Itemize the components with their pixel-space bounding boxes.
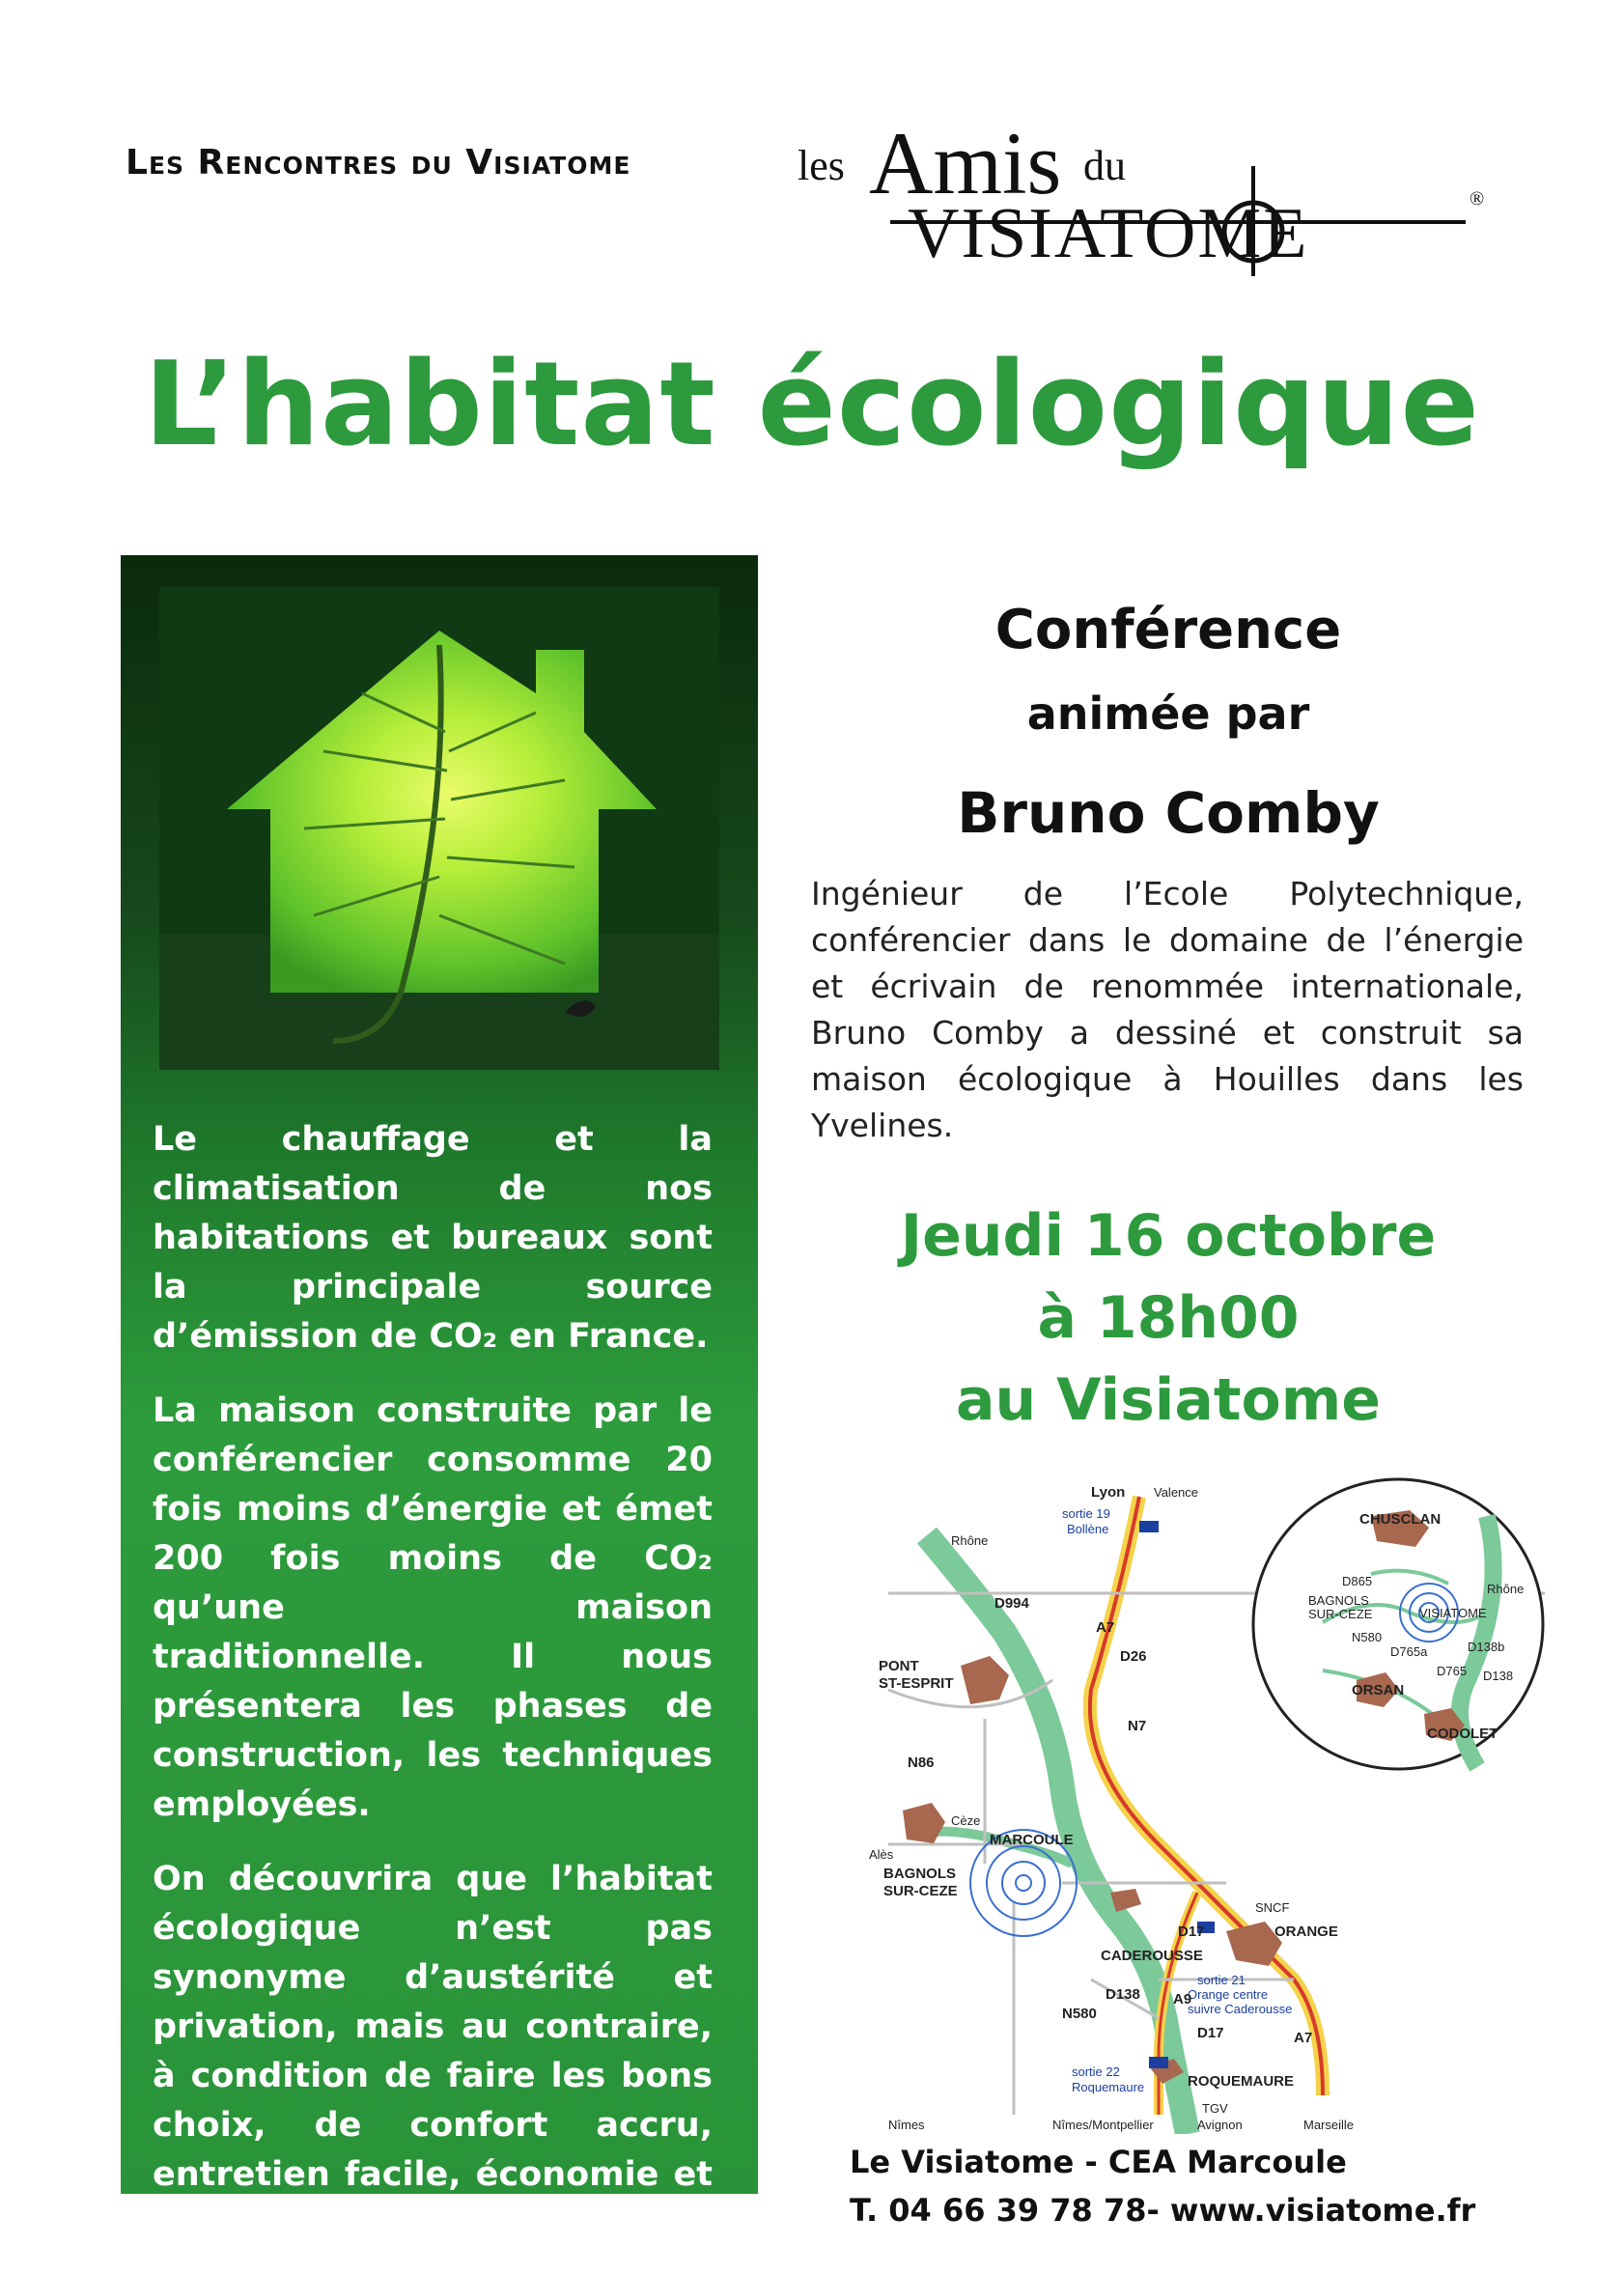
svg-text:N580: N580 — [1062, 2006, 1097, 2022]
svg-text:ORANGE: ORANGE — [1274, 1923, 1338, 1940]
svg-text:D765: D765 — [1437, 1664, 1468, 1678]
svg-text:sortie 19: sortie 19 — [1062, 1506, 1110, 1521]
event-date: Jeudi 16 octobre — [900, 1202, 1437, 1270]
svg-text:A7: A7 — [1294, 2030, 1313, 2046]
svg-text:sortie 22: sortie 22 — [1072, 2064, 1120, 2079]
series-title: Les Rencontres du Visiatome — [126, 143, 631, 182]
svg-text:ROQUEMAURE: ROQUEMAURE — [1188, 2073, 1295, 2090]
speaker-bio: Ingénieur de l’Ecole Polytechnique, conférencier dans le domaine de l’énergie et écrivain de renommée internationale, Bruno Comby a dessiné et construit sa maison écologique à Houilles dans les Yvelines. — [811, 875, 1524, 1144]
svg-text:D26: D26 — [1120, 1648, 1147, 1665]
speaker-name: Bruno Comby — [957, 780, 1380, 846]
svg-text:D138: D138 — [1106, 1986, 1140, 2003]
event-place: au Visiatome — [956, 1366, 1381, 1434]
svg-text:Rhône: Rhône — [1487, 1582, 1525, 1596]
svg-text:D994: D994 — [994, 1595, 1029, 1612]
leaf-house-image — [159, 587, 719, 1070]
svg-text:D17: D17 — [1197, 2025, 1224, 2041]
svg-text:PONT: PONT — [879, 1658, 919, 1674]
svg-text:N7: N7 — [1128, 1718, 1147, 1734]
logo-registered: ® — [1470, 188, 1485, 210]
svg-text:D138: D138 — [1483, 1669, 1514, 1683]
svg-text:D17: D17 — [1178, 1923, 1205, 1940]
logo-du: du — [1083, 142, 1126, 189]
svg-text:VISIATOME: VISIATOME — [1419, 1606, 1487, 1620]
svg-text:Lyon: Lyon — [1091, 1484, 1126, 1501]
svg-text:CHUSCLAN: CHUSCLAN — [1359, 1511, 1442, 1528]
panel-paragraph-1: Le chauffage et la climatisation de nos habitations et bureaux sont la principale source d’émission de CO₂ en France. — [153, 1120, 713, 1356]
svg-text:Rhône: Rhône — [951, 1533, 989, 1548]
svg-text:D865: D865 — [1342, 1574, 1373, 1588]
svg-text:TGV: TGV — [1202, 2101, 1228, 2116]
svg-text:Bollène: Bollène — [1067, 1522, 1109, 1536]
svg-text:N580: N580 — [1352, 1630, 1383, 1644]
logo-les: les — [798, 142, 845, 189]
event-type: Conférence — [994, 599, 1342, 661]
svg-text:SUR-CEZE: SUR-CEZE — [883, 1883, 958, 1899]
page-title: L’habitat écologique — [144, 338, 1480, 472]
svg-text:SUR-CEZE: SUR-CEZE — [1308, 1607, 1373, 1621]
svg-text:MARCOULE: MARCOULE — [990, 1832, 1074, 1848]
logo-amis: Amis — [869, 114, 1062, 212]
svg-text:N86: N86 — [908, 1755, 935, 1771]
svg-text:Nîmes: Nîmes — [888, 2118, 925, 2132]
amis-du-visiatome-logo — [794, 104, 1489, 278]
svg-text:Marseille: Marseille — [1303, 2118, 1355, 2132]
footer-contact: T. 04 66 39 78 78- www.visiatome.fr — [850, 2192, 1476, 2229]
svg-text:Alès: Alès — [869, 1847, 894, 1862]
footer-address: Le Visiatome - CEA Marcoule — [850, 2144, 1347, 2180]
svg-text:SNCF: SNCF — [1255, 1900, 1290, 1915]
svg-text:Valence: Valence — [1154, 1485, 1199, 1500]
svg-text:A9: A9 — [1173, 1991, 1192, 2007]
event-by: animée par — [1026, 688, 1310, 740]
access-map — [869, 1477, 1545, 2134]
panel-paragraph-2: La maison construite par le conférencier consomme 20 fois moins d’énergie et émet 200 fois moins de CO₂ qu’une maison traditionnelle. Il nous présentera les phases de construction, les techniques employées. — [153, 1391, 713, 1824]
svg-text:Cèze: Cèze — [951, 1813, 981, 1828]
panel-text — [153, 1115, 713, 2274]
svg-text:BAGNOLS: BAGNOLS — [883, 1866, 956, 1882]
svg-text:ORSAN: ORSAN — [1352, 1682, 1405, 1698]
svg-text:Nîmes/Montpellier: Nîmes/Montpellier — [1052, 2118, 1154, 2132]
svg-text:A7: A7 — [1096, 1619, 1115, 1636]
svg-text:CADEROUSSE: CADEROUSSE — [1101, 1948, 1203, 1964]
svg-text:BAGNOLS: BAGNOLS — [1308, 1593, 1369, 1608]
panel-paragraph-3: On découvrira que l’habitat écologique n’est pas synonyme d’austérité et privation, mais au contraire, à condition de faire les bons choix, de confort accru, entretien facile, économie et meilleure santé. — [153, 1860, 713, 2243]
svg-text:D765a: D765a — [1390, 1644, 1428, 1659]
svg-text:Avignon: Avignon — [1197, 2118, 1243, 2132]
event-time: à 18h00 — [1037, 1284, 1300, 1352]
logo-visiatome: VISIATOME — [908, 194, 1309, 273]
svg-text:Roquemaure: Roquemaure — [1072, 2080, 1145, 2094]
svg-text:Orange centre: Orange centre — [1188, 1987, 1269, 2002]
svg-text:CODOLET: CODOLET — [1427, 1726, 1498, 1742]
svg-text:sortie 21: sortie 21 — [1197, 1973, 1246, 1987]
svg-text:ST-ESPRIT: ST-ESPRIT — [879, 1675, 954, 1692]
svg-text:suivre Caderousse: suivre Caderousse — [1188, 2002, 1293, 2016]
svg-text:D138b: D138b — [1468, 1640, 1505, 1654]
